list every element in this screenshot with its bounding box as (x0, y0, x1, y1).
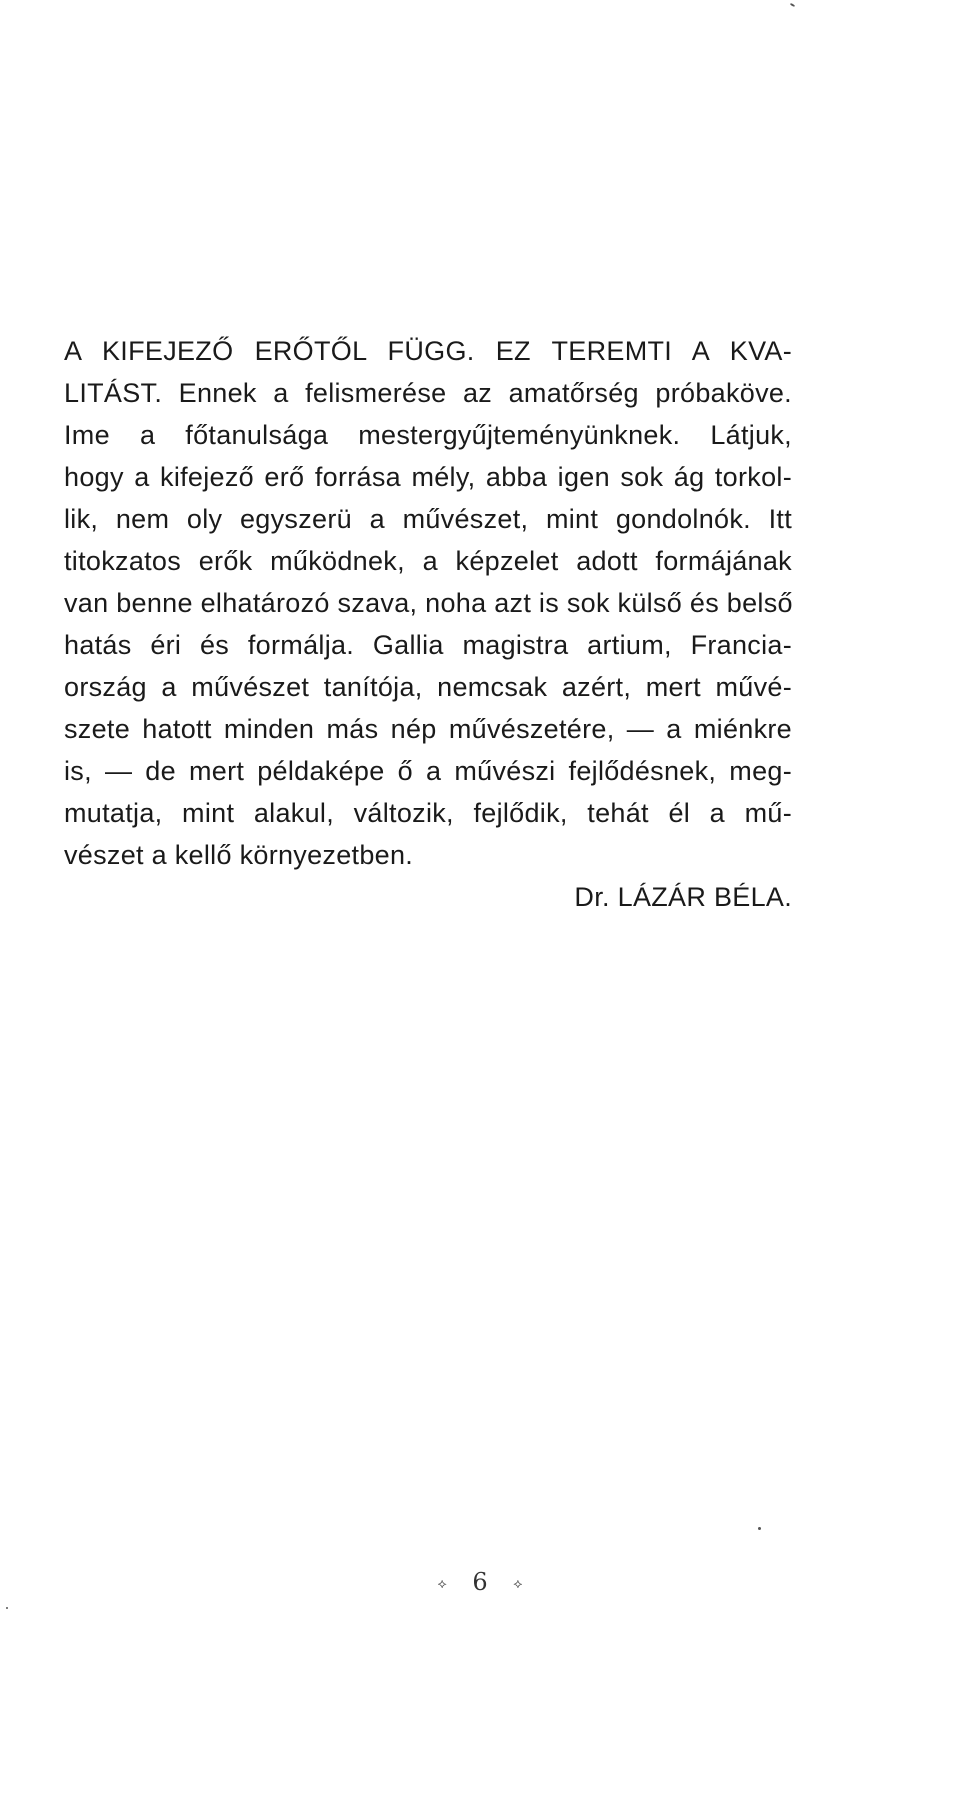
ornament-left-icon: ⟡ (437, 1575, 447, 1592)
text-line: szete hatott minden más nép művészetére, — a miénkre (64, 714, 792, 744)
page-number: 6 (472, 1568, 488, 1596)
text-line: vészet a kellő környezetben. (64, 840, 414, 870)
text-line: is, — de mert példaképe ő a művészi fejlődésnek, meg- (64, 756, 792, 786)
print-speck (790, 3, 795, 7)
text-line: Ime a főtanulsága mestergyűjteményünknek. Látjuk, (64, 420, 792, 450)
text-line: hogy a kifejező erő forrása mély, abba igen sok ág torkol- (64, 462, 792, 492)
ornament-right-icon: ⟡ (513, 1575, 523, 1592)
print-speck (6, 1607, 8, 1609)
text-line: mutatja, mint alakul, változik, fejlődik, tehát él a mű- (64, 798, 792, 828)
body-text (64, 330, 792, 918)
text-line: lik, nem oly egyszerü a művészet, mint gondolnók. Itt (64, 504, 792, 534)
text-line: LITÁST. Ennek a felismerése az amatőrség próbaköve. (64, 378, 792, 408)
text-line: titokzatos erők működnek, a képzelet adott formájának (64, 546, 792, 576)
page-footer (0, 1568, 960, 1596)
author-signature: Dr. LÁZÁR BÉLA. (574, 882, 792, 912)
print-speck (758, 1527, 761, 1530)
text-line: van benne elhatározó szava, noha azt is sok külső és belső (64, 588, 793, 618)
text-line: A KIFEJEZŐ ERŐTŐL FÜGG. EZ TEREMTI A KVA- (64, 336, 792, 366)
text-line: ország a művészet tanítója, nemcsak azért, mert művé- (64, 672, 792, 702)
text-line: hatás éri és formálja. Gallia magistra artium, Francia- (64, 630, 792, 660)
